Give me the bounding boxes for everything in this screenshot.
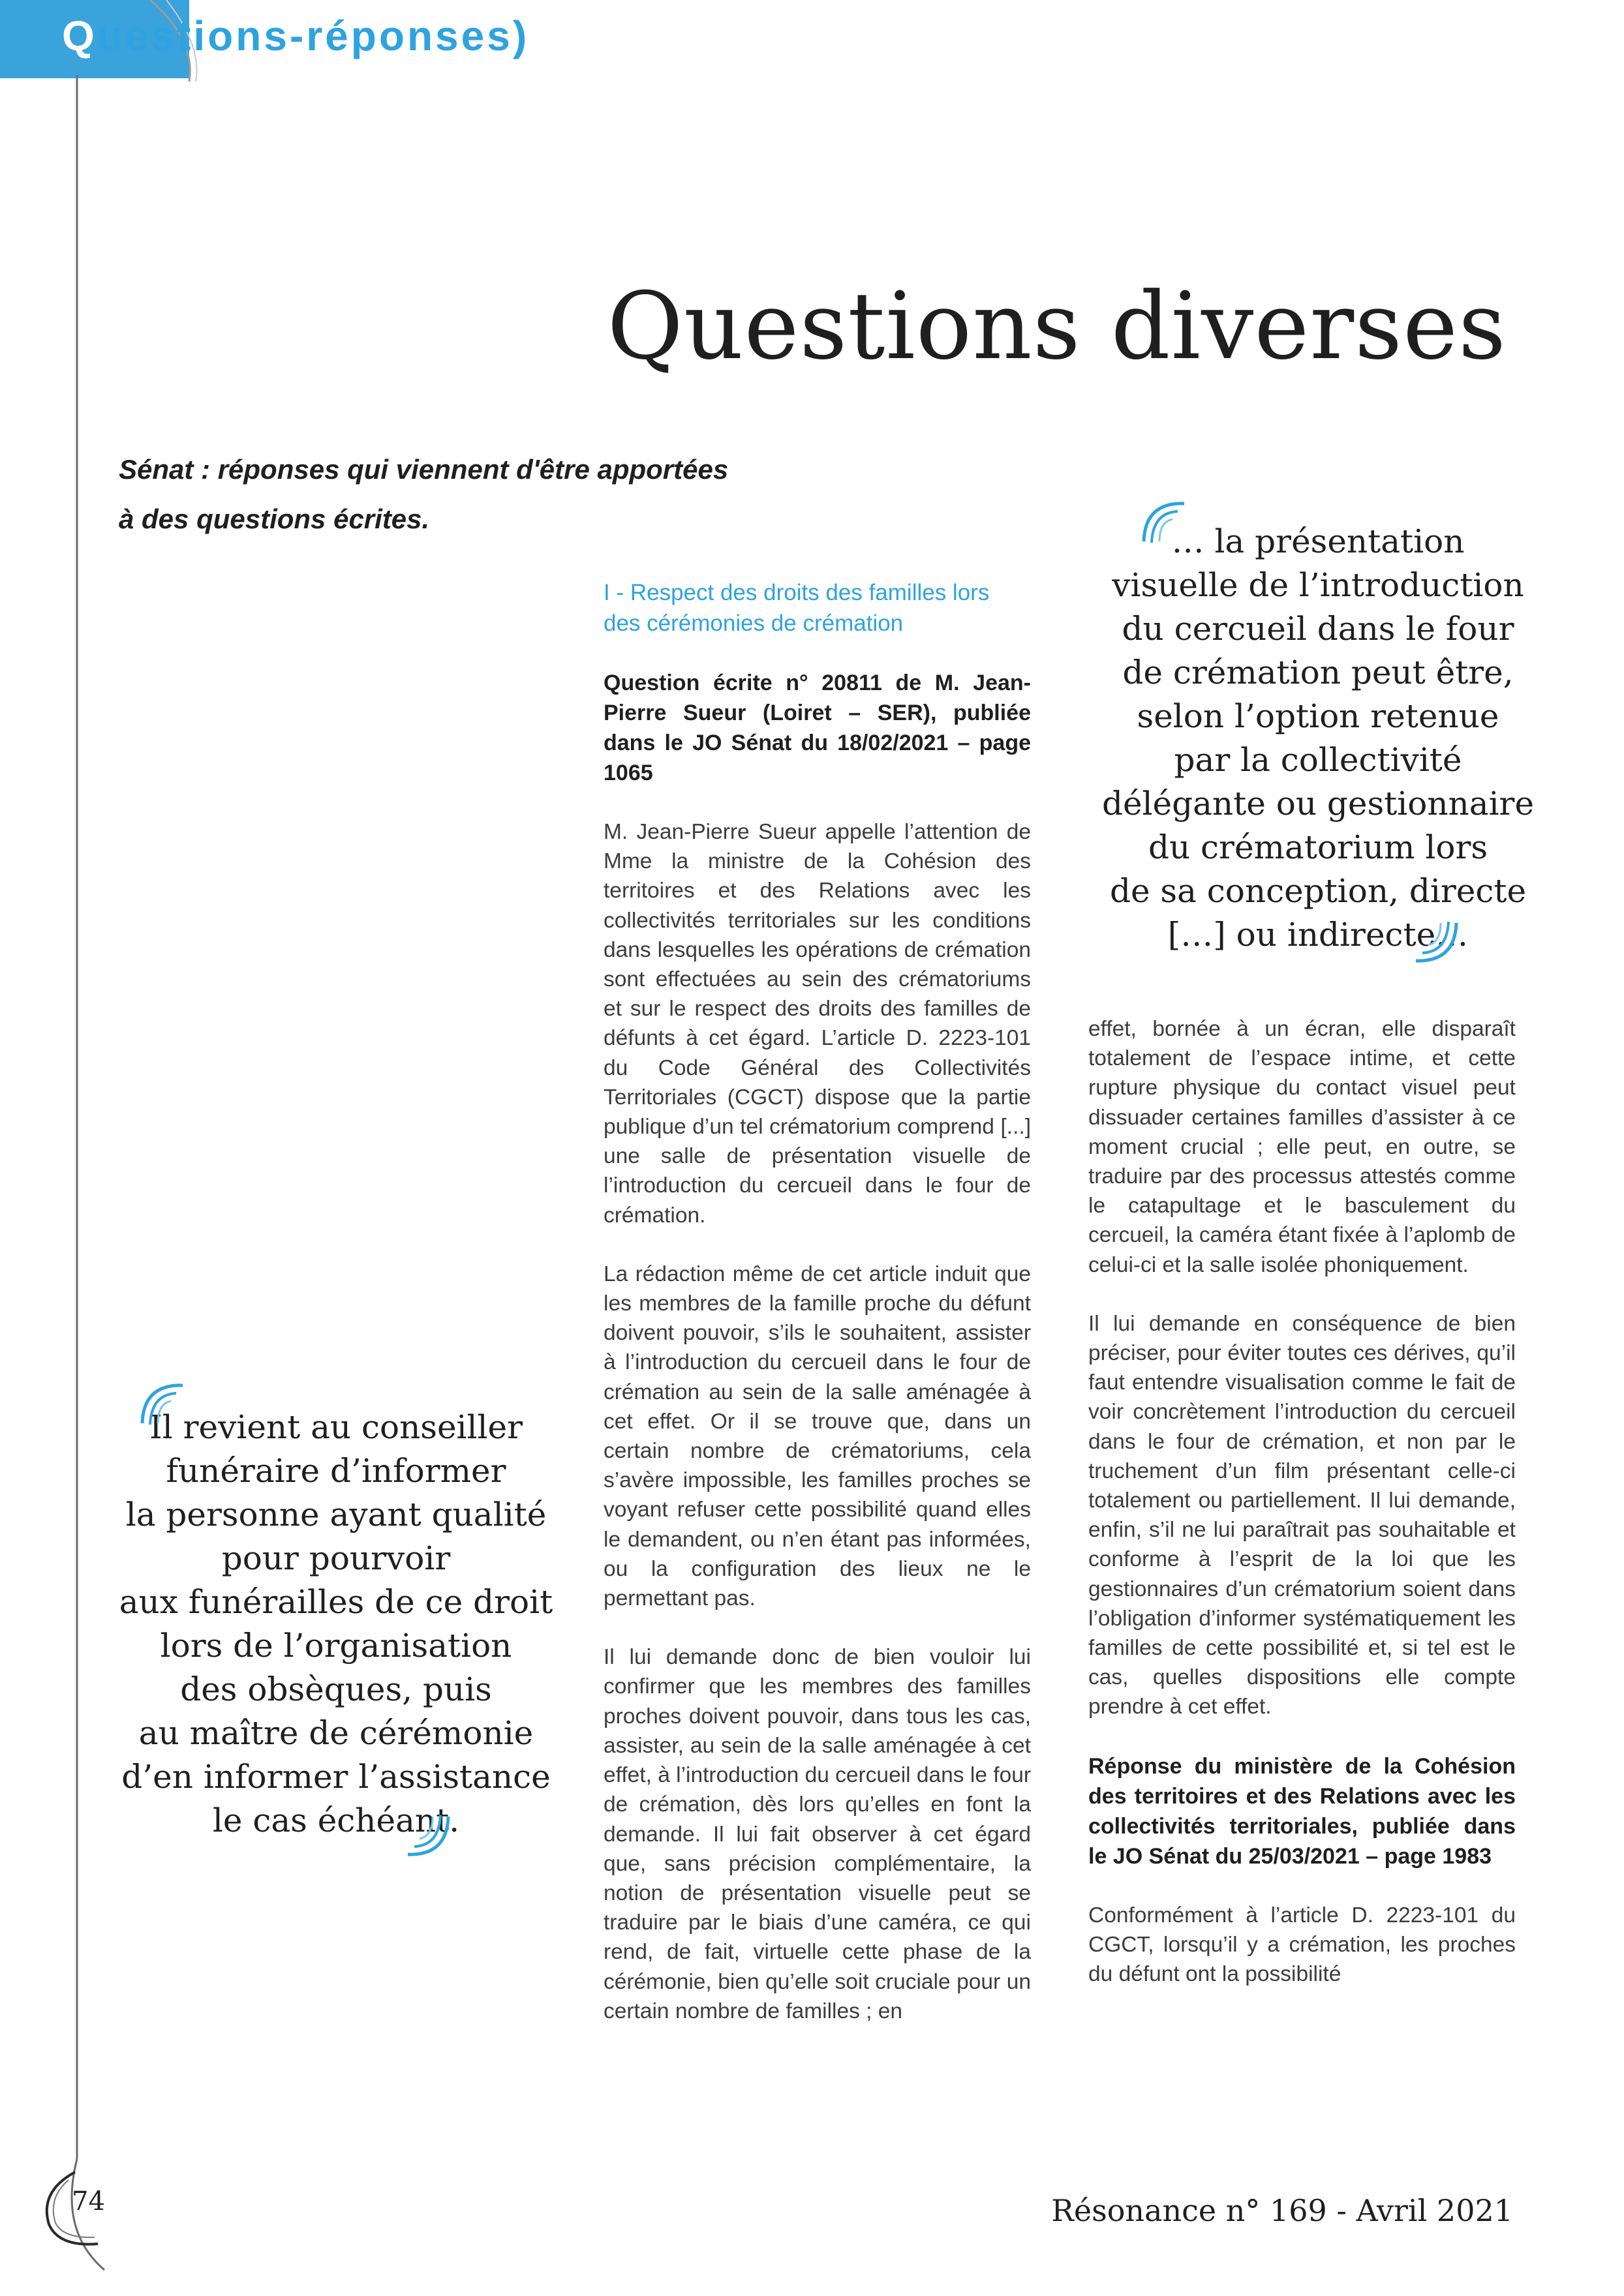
- pull-quote-left: [111, 1406, 561, 1843]
- paragraph: Il lui demande donc de bien vouloir lui confirmer que les membres des familles proches doivent pouvoir, dans tous les cas, assister, au sein de la salle aménagée à cet effet, à l’introduction du cercueil dans le four de crémation, dès lors qu’elles en font la demande. Il lui fait observer à cet égard que, sans précision complémentaire, la notion de présentation visuelle peut se traduire par le biais d’une caméra, ce qui rend, de fait, virtuelle cette phase de la cérémonie, bien qu’elle soit cruciale pour un certain nombre de familles ; en: [604, 1645, 1031, 2023]
- question-heading: Question écrite n° 20811 de M. Jean-Pierre Sueur (Loiret – SER), publiée dans le JO Sénat du 18/02/2021 – page 1065: [604, 671, 1031, 785]
- quote-line: funéraire d’informer: [166, 1452, 506, 1490]
- pull-quote-right: [1070, 520, 1566, 957]
- section-header: [62, 12, 529, 60]
- page-number: 74: [72, 2186, 105, 2216]
- open-quote-swirl-icon: [130, 1378, 189, 1436]
- quote-line: selon l’option retenue: [1137, 697, 1499, 735]
- intro-line-2: à des questions écrites.: [119, 504, 430, 534]
- publication-footer: Résonance n° 169 - Avril 2021: [1051, 2193, 1513, 2228]
- quote-line: le cas échéant.: [212, 1802, 460, 1839]
- close-quote-swirl-icon: [1409, 910, 1468, 969]
- open-quote-swirl-icon: [1132, 496, 1191, 554]
- paragraph: M. Jean-Pierre Sueur appelle l’attention de Mme la ministre de la Cohésion des territoires et des Relations avec les collectivités territoriales sur les conditions dans lesquelles les opérations de crémation sont effectuées au sein des crématoriums et sur le respect des droits des familles de défunts à cet égard. L’article D. 2223-101 du Code Général des Collectivités Territoriales (CGCT) dispose que la partie publique d’un tel crématorium comprend [...] une salle de présentation visuelle de l’introduction du cercueil dans le four de crémation.: [604, 820, 1031, 1228]
- quote-line: du crématorium lors: [1148, 828, 1488, 866]
- quote-line: du cercueil dans le four: [1122, 610, 1514, 648]
- quote-line: des obsèques, puis: [180, 1670, 492, 1708]
- quote-line: la personne ayant qualité: [125, 1496, 547, 1533]
- response-heading: Réponse du ministère de la Cohésion des territoires et des Relations avec les collectivités territoriales, publiée dans le JO Sénat du 25/03/2021 – page 1983: [1088, 1753, 1516, 1869]
- quote-line: aux funérailles de ce droit: [119, 1583, 553, 1621]
- section-header-initial: Q: [62, 12, 97, 59]
- quote-line: au maître de cérémonie: [138, 1714, 534, 1752]
- quote-line: délégante ou gestionnaire: [1101, 785, 1535, 823]
- paragraph: Conformément à l’article D. 2223-101 du CGCT, lorsqu’il y a crémation, les proches du défunt ont la possibilité: [1088, 1903, 1516, 1987]
- page-title: Questions diverses: [607, 273, 1507, 380]
- section-title: I - Respect des droits des familles lors des cérémonies de crémation: [604, 580, 990, 636]
- paragraph: La rédaction même de cet article induit que les membres de la famille proche du défunt doivent pouvoir, s’ils le souhaitent, assister à l’introduction du cercueil dans le four de crémation au sein de la salle aménagée à cet effet. Or il se trouve que, dans un certain nombre de crématoriums, cela s’avère impossible, les familles proches se voyant refuser cette possibilité quand elles le demandent, ou n’en étant pas informées, ou la configuration des lieux ne le permettant pas.: [604, 1261, 1031, 1611]
- quote-line: de crémation peut être,: [1122, 654, 1514, 691]
- quote-line: […] ou indirecte…: [1167, 916, 1469, 954]
- article-column-middle: [604, 577, 1031, 2055]
- quote-line: visuelle de l’introduction: [1112, 566, 1524, 604]
- intro-line-1: Sénat : réponses qui viennent d'être apportées: [119, 454, 729, 485]
- quote-line: d’en informer l’assistance: [121, 1758, 551, 1796]
- quote-line: par la collectivité: [1174, 741, 1462, 779]
- quote-line: de sa conception, directe: [1109, 872, 1527, 910]
- quote-line: … la présentation: [1171, 522, 1465, 560]
- quote-line: Il revient au conseiller: [149, 1408, 523, 1446]
- intro-subtitle: [119, 445, 836, 544]
- section-header-rest: uestions-réponses): [97, 12, 530, 59]
- paragraph: Il lui demande en conséquence de bien préciser, pour éviter toutes ces dérives, qu’il faut entendre visualisation comme le fait de voir concrètement l’introduction du cercueil dans le four de crémation, et non par le truchement d’un film présentant celle-ci totalement ou partiellement. Il lui demande, enfin, s’il ne lui paraîtrait pas souhaitable et conforme à l’esprit de la loi que les gestionnaires d’un crématorium soient dans l’obligation d’informer systématiquement les familles de cette possibilité et, si tel est le cas, quelles dispositions elle compte prendre à cet effet.: [1088, 1311, 1516, 1719]
- quote-line: lors de l’organisation: [160, 1627, 512, 1665]
- quote-line: pour pourvoir: [221, 1539, 451, 1577]
- close-quote-swirl-icon: [401, 1804, 460, 1862]
- paragraph: effet, bornée à un écran, elle disparaît totalement de l’espace intime, et cette rupture physique du contact visuel peut dissuader certaines familles d’assister à ce moment crucial ; elle peut, en outre, se traduire par des processus attestés comme le catapultage et le basculement du cercueil, la caméra étant fixée à l’aplomb de celui-ci et la salle isolée phoniquement.: [1088, 1017, 1516, 1277]
- article-column-right: [1088, 1014, 1516, 2018]
